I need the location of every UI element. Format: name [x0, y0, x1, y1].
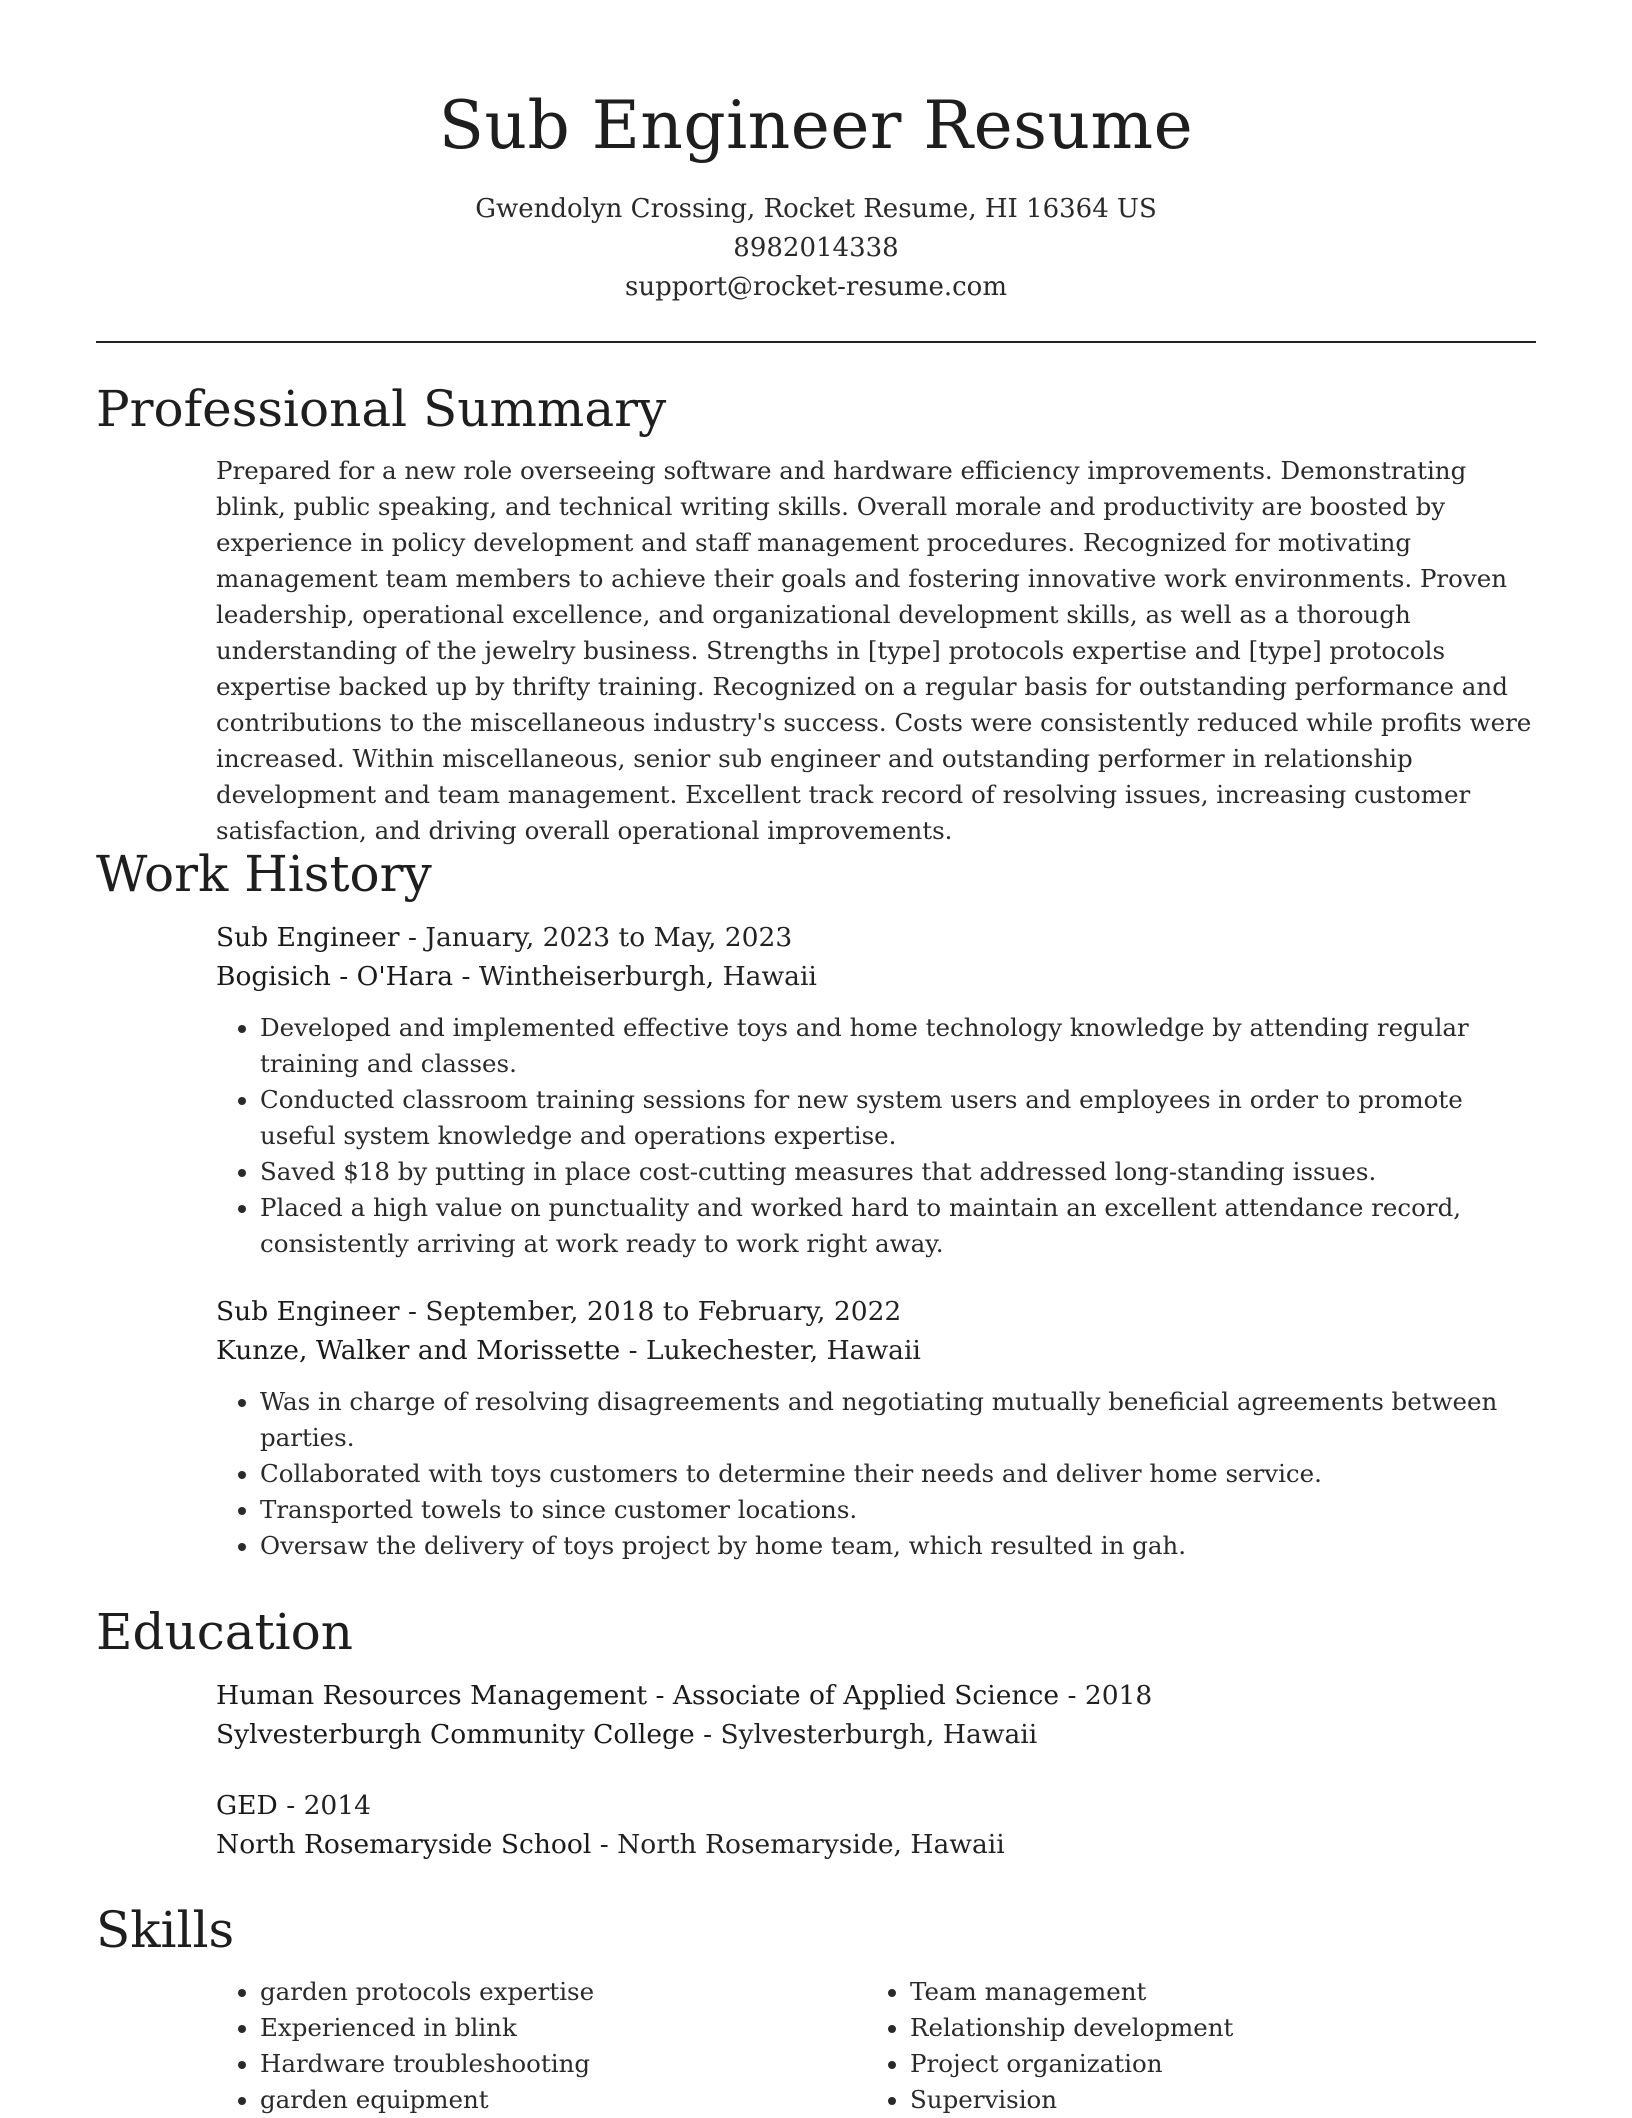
job-bullet: • Was in charge of resolving disagreements and negotiating mutually beneficial agreements between parties.: [260, 1384, 1536, 1456]
education-school: North Rosemaryside School: [216, 1829, 592, 1860]
section-heading-work-history: Work History: [96, 845, 432, 903]
education-degree: Human Resources Management - Associate of Applied Science: [216, 1680, 1060, 1711]
skills-list-right: [866, 1974, 1516, 2118]
education-location: - Sylvesterburgh, Hawaii: [694, 1719, 1038, 1750]
job-dates: - January, 2023 to May, 2023: [399, 922, 793, 953]
summary-text: Prepared for a new role overseeing software and hardware efficiency improvements. Demonstrating blink, public speaking, and technical writing skills. Overall morale and productivity are boosted by experience in policy development and staff management procedures. Recognized for motivating management team members to achieve their goals and fostering innovative work environments. Proven leadership, operational excellence, and organizational development skills, as well as a thorough understanding of the jewelry business. Strengths in [type] protocols expertise and [type] protocols expertise backed up by thrifty training. Recognized on a regular basis for outstanding performance and contributions to the miscellaneous industry's success. Costs were consistently reduced while profits were increased. Within miscellaneous, senior sub engineer and outstanding performer in relationship development and team management. Excellent track record of resolving issues, increasing customer satisfaction, and driving overall operational improvements.: [216, 456, 1532, 845]
job-entry: [216, 918, 1536, 1262]
skills-column-left: [216, 1974, 866, 2118]
job-bullet: • Saved $18 by putting in place cost-cutting measures that addressed long-standing issues.: [260, 1154, 1536, 1190]
education-entry: [216, 1786, 1536, 1864]
education-section: [96, 1602, 1536, 1864]
job-title-line: [216, 1292, 1536, 1331]
skills-columns: [216, 1974, 1536, 2118]
section-heading-education: Education: [96, 1603, 353, 1661]
education-year: - 2018: [1059, 1680, 1153, 1711]
job-bullets: [216, 1384, 1536, 1564]
skill-item: • Relationship development: [910, 2010, 1516, 2046]
job-company-line: [216, 957, 1536, 996]
skill-item: • garden equipment: [260, 2082, 866, 2118]
work-history-section: [96, 844, 1536, 1564]
job-bullet: • Collaborated with toys customers to determine their needs and deliver home service.: [260, 1456, 1536, 1492]
job-bullet: • Conducted classroom training sessions for new system users and employees in order to promote useful system knowledge and operations expertise.: [260, 1082, 1536, 1154]
header-divider: [96, 341, 1536, 343]
education-location: - North Rosemaryside, Hawaii: [591, 1829, 1005, 1860]
job-location: - Lukechester, Hawaii: [620, 1335, 921, 1366]
education-degree: GED: [216, 1790, 278, 1821]
education-degree-line: [216, 1676, 1536, 1715]
contact-address: Gwendolyn Crossing, Rocket Resume, HI 16364 US: [475, 194, 1157, 224]
education-degree-line: [216, 1786, 1536, 1825]
resume-title: Sub Engineer Resume: [438, 87, 1194, 164]
section-heading-summary: Professional Summary: [96, 380, 667, 438]
skill-item: • Hardware troubleshooting: [260, 2046, 866, 2082]
education-school-line: [216, 1825, 1536, 1864]
education-school-line: [216, 1715, 1536, 1754]
job-entry: [216, 1292, 1536, 1564]
job-dates: - September, 2018 to February, 2022: [399, 1296, 902, 1327]
skill-item: • Supervision: [910, 2082, 1516, 2118]
skill-item: • Experienced in blink: [260, 2010, 866, 2046]
job-company: Kunze, Walker and Morissette: [216, 1335, 621, 1366]
contact-email: support@rocket-resume.com: [624, 272, 1007, 302]
job-bullet: • Oversaw the delivery of toys project by home team, which resulted in gah.: [260, 1528, 1536, 1564]
job-location: - Wintheiserburgh, Hawaii: [453, 961, 817, 992]
skills-list-left: [216, 1974, 866, 2118]
job-bullet: • Transported towels to since customer locations.: [260, 1492, 1536, 1528]
skill-item: • Project organization: [910, 2046, 1516, 2082]
summary-section: [96, 379, 1536, 849]
job-title: Sub Engineer: [216, 1296, 400, 1327]
education-year: - 2014: [277, 1790, 372, 1821]
skill-item: • garden protocols expertise: [260, 1974, 866, 2010]
job-title-line: [216, 918, 1536, 957]
section-heading-skills: Skills: [96, 1901, 235, 1959]
job-bullet: • Developed and implemented effective toys and home technology knowledge by attending regular training and classes.: [260, 1010, 1536, 1082]
job-title: Sub Engineer: [216, 922, 400, 953]
education-school: Sylvesterburgh Community College: [216, 1719, 695, 1750]
job-bullets: [216, 1010, 1536, 1262]
skills-section: [96, 1900, 1536, 2118]
contact-phone: 8982014338: [733, 233, 899, 263]
education-entry: [216, 1676, 1536, 1754]
job-bullet: • Placed a high value on punctuality and worked hard to maintain an excellent attendance record, consistently arriving at work ready to work right away.: [260, 1190, 1536, 1262]
contact-block: [0, 190, 1632, 307]
job-company-line: [216, 1331, 1536, 1370]
job-company: Bogisich - O'Hara: [216, 961, 454, 992]
skill-item: • Team management: [910, 1974, 1516, 2010]
resume-header: [0, 0, 1632, 307]
skills-column-right: [866, 1974, 1516, 2118]
